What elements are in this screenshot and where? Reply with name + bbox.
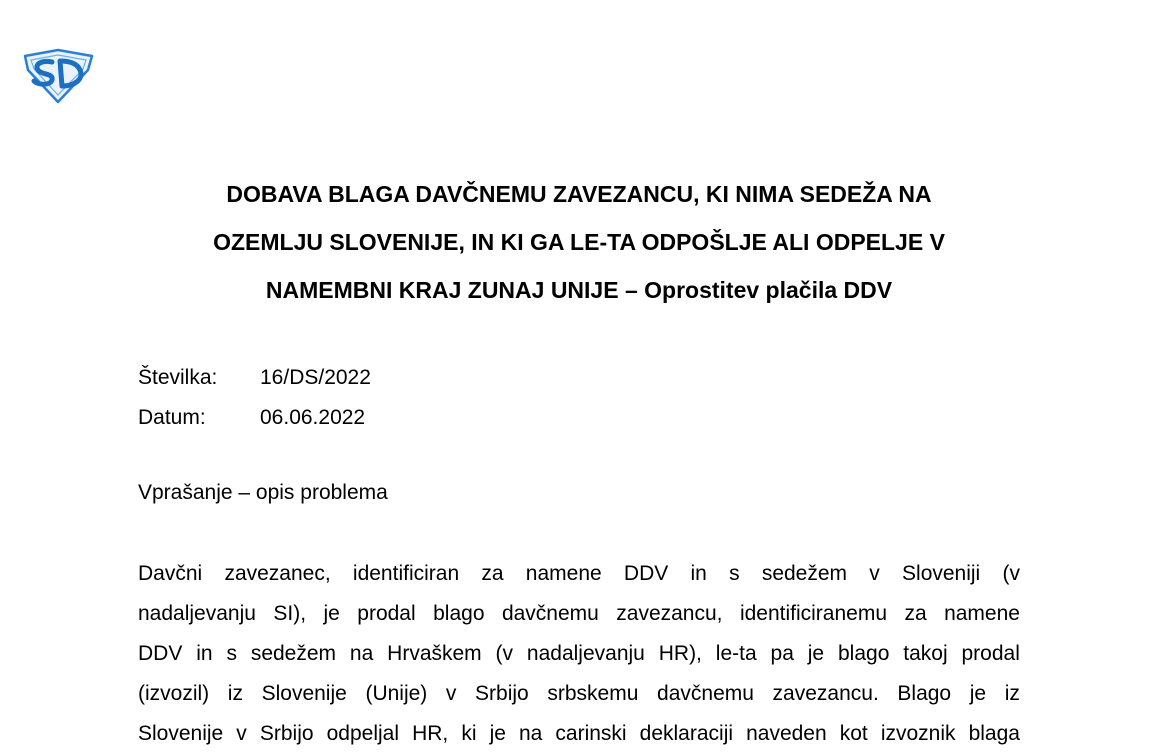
question-heading: Vprašanje – opis problema [138,481,388,504]
body-word: naveden [746,722,827,745]
body-word: SI), [273,602,307,625]
body-word: za [904,602,927,625]
body-word: na [349,642,374,665]
body-word: prodal [357,602,416,625]
body-word: carinski [555,722,627,745]
body-word: Davčni [138,562,203,585]
body-word: identificiran [352,562,460,585]
body-word: prodal [961,642,1020,665]
body-word: s [226,642,237,665]
body-word: ki [461,722,477,745]
body-word: nadaljevanju [526,642,645,665]
body-word: za [481,562,504,585]
title-line-3: NAMEMBNI KRAJ ZUNAJ UNIJE – Oprostitev plačila DDV [265,277,893,303]
body-word: Srbijo [259,722,314,745]
body-word: sedežem [761,562,848,585]
body-word: davčnemu [657,682,754,705]
body-word: HR), [658,642,702,665]
body-word: odpeljal [326,722,400,745]
body-word: je [969,682,987,705]
body-word: je [807,642,825,665]
title-line-2: OZEMLJU SLOVENIJE, IN KI GA LE-TA ODPOŠLJE ALI ODPELJE V [213,229,945,255]
document-metadata [138,358,371,438]
number-value: 16/DS/2022 [260,366,371,389]
body-word: takoj [903,642,948,665]
body-word: Slovenije [261,682,347,705]
body-word: Hrvaškem [387,642,482,665]
body-word: je [489,722,506,745]
body-line-1 [138,554,1020,594]
body-word: blago [837,642,890,665]
body-word: izvoznik [880,722,956,745]
body-word: le-ta [715,642,757,665]
date-value: 06.06.2022 [260,406,366,429]
body-line-2 [138,594,1020,634]
body-word: davčnemu [501,602,599,625]
body-word: je [323,602,340,625]
body-word: s [729,562,740,585]
body-word: srbskemu [547,682,639,705]
body-word: HR, [412,722,449,745]
body-word: v [445,682,457,705]
body-word: DDV [138,642,183,665]
body-word: zavezanec, [224,562,331,585]
body-word: nadaljevanju [138,602,256,625]
body-word: v [869,562,880,585]
body-word: iz [227,682,243,705]
body-word: in [196,642,213,665]
body-word: namene [944,602,1020,625]
body-word: identificiranemu [739,602,888,625]
body-word: v [236,722,247,745]
body-word: na [518,722,543,745]
body-word: sedežem [250,642,337,665]
body-line-3 [138,634,1020,674]
body-word: pa [770,642,794,665]
body-word: (v [495,642,514,665]
body-word: iz [1004,682,1020,705]
body-word: blago [433,602,485,625]
title-line-1: DOBAVA BLAGA DAVČNEMU ZAVEZANCU, KI NIMA SEDEŽA NA [226,181,932,207]
number-row [138,358,371,398]
body-word: Blago [897,682,952,705]
body-line-4 [138,674,1020,714]
body-word: zavezancu, [616,602,723,625]
body-word: Sloveniji [902,562,981,585]
document-title [120,170,1038,314]
body-word: DDV [623,562,669,585]
body-word: in [690,562,707,585]
body-word: (Unije) [365,682,428,705]
body-word: (v [1002,562,1020,585]
date-label: Datum: [138,406,206,429]
date-row [138,398,371,438]
question-body-paragraph [138,554,1020,754]
company-logo-icon [22,48,94,104]
body-word: zavezancu. [772,682,879,705]
number-label: Številka: [138,366,218,389]
body-line-5 [138,714,1020,754]
body-word: deklaraciji [639,722,734,745]
body-word: Srbijo [475,682,529,705]
body-word: (izvozil) [138,682,210,705]
body-word: namene [525,562,602,585]
body-word: Slovenije [138,722,224,745]
body-word: blaga [968,722,1020,745]
body-word: kot [839,722,868,745]
